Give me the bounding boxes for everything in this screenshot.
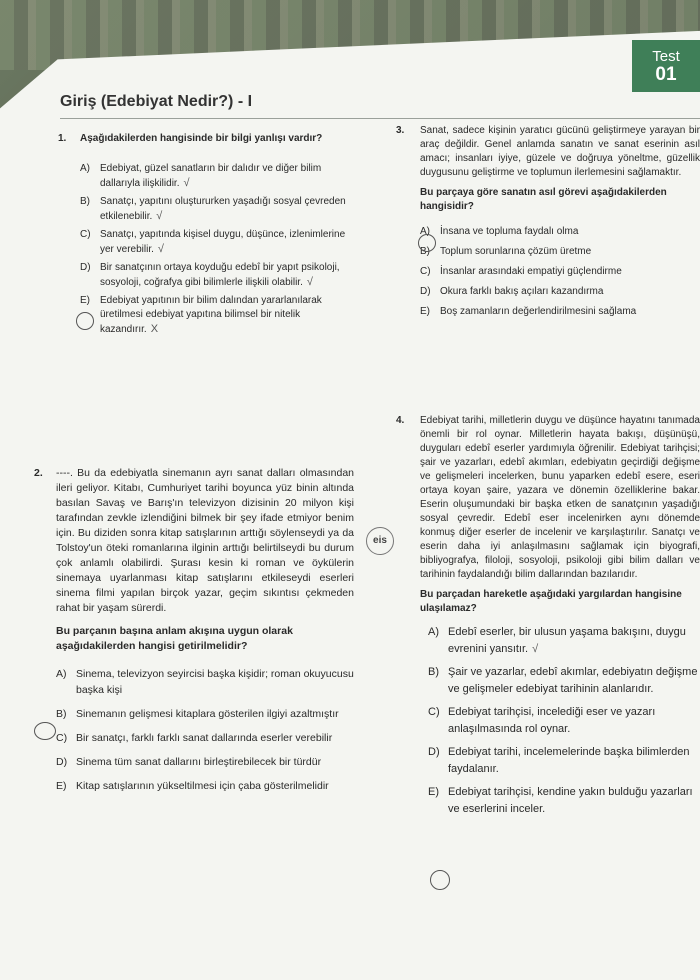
tick-mark: √ xyxy=(183,177,190,189)
question-3 xyxy=(396,124,700,320)
question-stem: Aşağıdakilerden hangisinde bir bilgi yanlışı vardır? xyxy=(80,133,323,144)
option-e[interactable]: E) Edebiyat tarihçisi, kendine yakın bulduğu yazarları ve eserlerini inceler. xyxy=(428,786,693,815)
option-d[interactable]: D) Okura farklı bakış açıları kazandırma xyxy=(420,286,604,297)
option-a[interactable]: A) Edebî eserler, bir ulusun yaşama bakışını, duygu evrenini yansıtır. √ xyxy=(428,626,686,655)
question-passage: Edebiyat tarihi, milletlerin duygu ve düşünce hayatını tanımada önemli bir rol oynar. Milletlerin hayata bakışı, düşünüşü, duyguları edebî eserler yardımıyla öğrenilir. Edebiyat tarihçisi; şair ve yazarları, edebî akımları, edebiyatın geçirdiği değişme ve gelişmeleri incelerken, bunu yaparken edebî esere, eseri ortaya koyan şaire, yazara ve dönemin özelliklerine bakar. Eserin oluşumundaki bir başka etken de sanatçının yaşadığı sosyal çevredir. Edebî eser incelenirken aynı dönemde konmuş diğer eserler de incelenir ve karşılaştırılır. Sanatçı ve eserin daha iyi anlaşılmasını sağlamak için biyografi, bibliyografya, filoloji, sosyoloji, psikoloji gibi bilim dalları ve tarihinin faydalandığı bilim dallarından bazılarıdır. xyxy=(420,415,700,580)
question-2 xyxy=(34,466,354,794)
tick-mark: √ xyxy=(156,210,163,222)
option-b[interactable]: B) Şair ve yazarlar, edebî akımlar, edebiyatın değişme ve gelişmeler edebiyat tarihinin alanlarıdır. xyxy=(428,666,698,695)
publisher-logo: eis xyxy=(366,527,394,555)
question-number: 3. xyxy=(396,125,405,136)
option-d[interactable]: D) Sinema tüm sanat dallarını birleştirebilecek bir türdür xyxy=(56,756,322,768)
tick-mark: √ xyxy=(157,243,164,255)
option-a[interactable]: A) İnsana ve topluma faydalı olma xyxy=(420,226,579,237)
question-passage: Sanat, sadece kişinin yaratıcı gücünü geliştirmeye yarayan bir araç değildir. Genel anlamda sanatın ve sanat eserinin asıl amacı; insanları iyiye, güzele ve doğruya yöneltme, güzellik duygusunu geliştirme ve toplumun ilerlemesini sağlamaktır. xyxy=(420,125,700,178)
question-number: 2. xyxy=(34,467,43,479)
title-divider xyxy=(60,118,700,119)
cross-mark: X xyxy=(150,323,159,335)
option-a[interactable]: A) Sinema, televizyon seyircisi başka kişidir; roman okuyucusu başka kişi xyxy=(56,668,354,696)
answer-circle-q1 xyxy=(76,312,94,330)
question-passage: ----. Bu da edebiyatla sinemanın ayrı sanat dalları olmasından ileri geliyor. Kitabı, Cumhuriyet tarihi boyunca yüz binin altında basılan Savaş ve Barış'ın televizyon dizisinin 20 milyon kişi tarafından zevkle izlendiğini bilmek bir şey ifade etmiyor benim için. Bu diziden sonra kitap satışlarının arttığı söylenseydi ya da Tolstoy'un öteki romanlarına ilginin arttığı belirtilseydi bu durum çok anlamlı olabilirdi. Şurası kesin ki roman ve öykülerin sinemaya uyarlanması kitap satışlarını etkileseydi eserleri sinema filmi yapılan birçok yazar, geçim sıkıntısı çekmeden rahat bir yaşam sürerdi. xyxy=(56,467,354,614)
page-title: Giriş (Edebiyat Nedir?) - I xyxy=(60,93,253,110)
tick-mark: √ xyxy=(306,276,313,288)
answer-circle-q4 xyxy=(430,870,450,890)
option-c[interactable]: C) Sanatçı, yapıtında kişisel duygu, düşünce, izlenimlerine yer verebilir. √ xyxy=(80,229,346,255)
question-number: 1. xyxy=(58,133,67,144)
option-b[interactable]: B) Sinemanın gelişmesi kitaplara gösterilen ilgiyi azaltmıştır xyxy=(56,708,339,720)
question-number: 4. xyxy=(396,415,405,426)
option-c[interactable]: C) Edebiyat tarihçisi, incelediği eser ve yazarı anlaşılmasında rol oynar. xyxy=(428,706,656,735)
option-e[interactable]: E) Boş zamanların değerlendirilmesini sağlama xyxy=(420,306,637,317)
question-stem: Bu parçaya göre sanatın asıl görevi aşağıdakilerden hangisidir? xyxy=(420,187,667,212)
test-number: 01 xyxy=(655,64,677,85)
option-c[interactable]: C) İnsanlar arasındaki empatiyi güçlendirme xyxy=(420,266,622,277)
question-4 xyxy=(396,414,700,818)
tick-mark: √ xyxy=(532,643,539,655)
option-d[interactable]: D) Edebiyat tarihi, incelemelerinde başka bilimlerden faydalanır. xyxy=(428,746,690,775)
test-badge xyxy=(632,40,700,92)
question-stem: Bu parçanın başına anlam akışına uygun olarak aşağıdakilerden hangisi getirilmelidir? xyxy=(56,625,293,652)
option-e[interactable]: E) Edebiyat yapıtının bir bilim dalından yararlanılarak üretilmesi edebiyat yapıtına bilimsel bir nitelik kazandırır. X xyxy=(80,295,322,335)
option-b[interactable]: B) Toplum sorunlarına çözüm üretme xyxy=(420,246,592,257)
answer-circle-q2 xyxy=(34,722,56,740)
answer-circle-q3 xyxy=(418,234,436,252)
question-1 xyxy=(58,132,358,337)
option-b[interactable]: B) Sanatçı, yapıtını oluştururken yaşadığı sosyal çevreden etkilenebilir. √ xyxy=(80,196,346,222)
option-d[interactable]: D) Bir sanatçının ortaya koyduğu edebî bir yapıt psikoloji, sosyoloji, coğrafya gibi bilimlerle ilişkili olabilir. √ xyxy=(80,262,340,288)
option-c[interactable]: C) Bir sanatçı, farklı farklı sanat dallarında eserler verebilir xyxy=(56,732,333,744)
test-label: Test xyxy=(652,48,680,65)
option-a[interactable]: A) Edebiyat, güzel sanatların bir dalıdır ve diğer bilim dallarıyla ilişkilidir. √ xyxy=(80,163,322,189)
option-e[interactable]: E) Kitap satışlarının yükseltilmesi için çaba gösterilmelidir xyxy=(56,780,329,792)
question-stem: Bu parçadan hareketle aşağıdaki yargılardan hangisine ulaşılamaz? xyxy=(420,589,682,614)
